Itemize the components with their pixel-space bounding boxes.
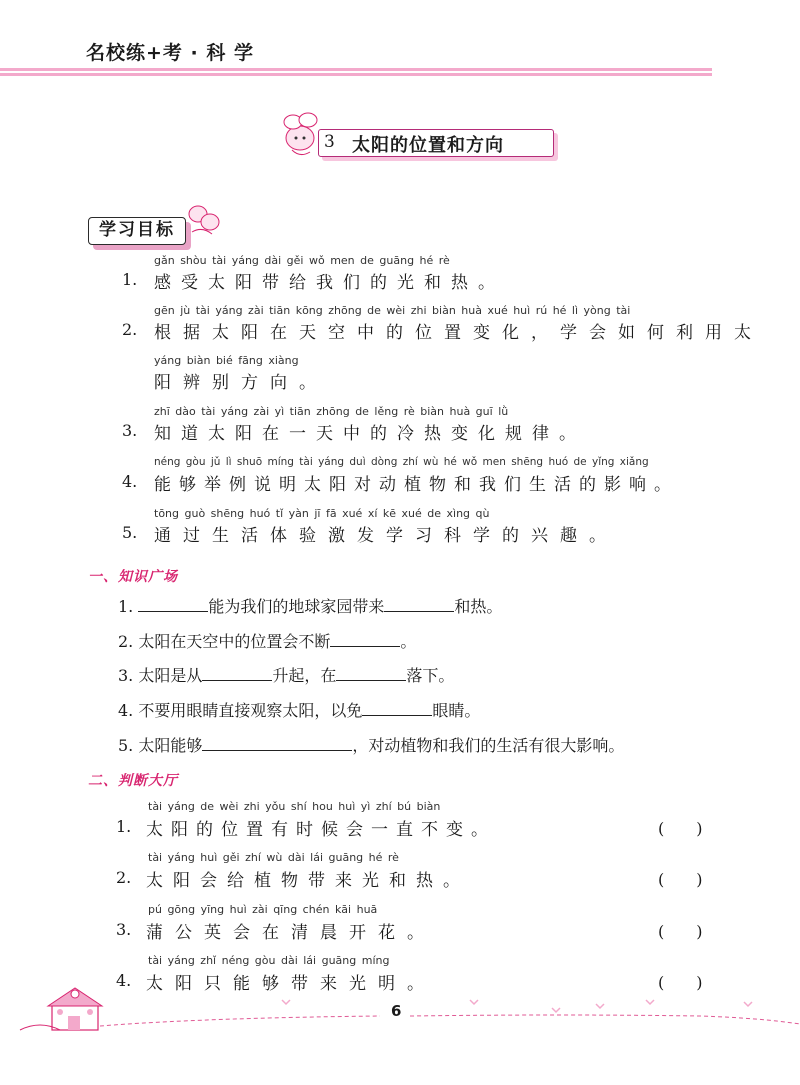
- judge-3-number: 3.: [116, 920, 132, 939]
- fill-blank-2[interactable]: [330, 630, 400, 647]
- fill-item-4: [118, 698, 480, 721]
- fill-item-5-text-b: ，对动植物和我们的生活有很大影响。: [352, 736, 625, 755]
- fill-item-3: [118, 663, 454, 686]
- fill-item-2-text-a: 太阳在天空中的位置会不断: [138, 632, 331, 651]
- judge-1-pinyin: tài yáng de wèi zhi yǒu shí hou huì yì zhí bú biàn: [148, 800, 441, 813]
- fill-item-2: [118, 629, 416, 652]
- fill-item-1-text-b: 和热。: [454, 597, 503, 616]
- judge-2-number: 2.: [116, 868, 132, 887]
- judge-2-text: 太阳会给植物带来光和热。: [146, 871, 470, 891]
- goal-2-pinyin: gēn jù tài yáng zài tiān kōng zhōng de wèi zhi biàn huà xué huì rú hé lì yòng tài: [154, 304, 631, 317]
- judge-4-pinyin: tài yáng zhǐ néng gòu dài lái guāng míng: [148, 954, 390, 967]
- lesson-title: 太阳的位置和方向: [352, 135, 504, 156]
- fill-item-1-text-a: 能为我们的地球家园带来: [208, 597, 385, 616]
- fill-blank-5[interactable]: [202, 734, 352, 751]
- fill-item-2-number: 2.: [118, 632, 134, 651]
- goal-2b-text: 阳辨别方向。: [154, 373, 328, 393]
- fill-item-5-text-a: 太阳能够: [138, 736, 203, 755]
- page-number: 6: [391, 1002, 402, 1020]
- goal-4-pinyin: néng gòu jǔ lì shuō míng tài yáng duì dòng zhí wù hé wǒ men shēng huó de yǐng xiǎng: [154, 456, 649, 468]
- goal-4-number: 4.: [122, 472, 138, 491]
- fill-item-4-text-a: 不要用眼睛直接观察太阳，以免: [138, 701, 363, 720]
- fill-item-4-number: 4.: [118, 701, 134, 720]
- judge-1-answer[interactable]: ( ): [658, 819, 703, 838]
- judge-4-answer[interactable]: ( ): [658, 973, 703, 992]
- butterfly-decoration-icon: [186, 200, 222, 240]
- judge-1-number: 1.: [116, 817, 132, 836]
- judge-1-text: 太阳的位置有时候会一直不变。: [146, 820, 496, 840]
- goal-3-pinyin: zhī dào tài yáng zài yì tiān zhōng de lěng rè biàn huà guī lǜ: [154, 405, 509, 418]
- goal-5-number: 5.: [122, 523, 138, 542]
- fill-item-3-text-a: 太阳是从: [138, 666, 203, 685]
- judge-2-pinyin: tài yáng huì gěi zhí wù dài lái guāng hé rè: [148, 851, 399, 864]
- goal-3-number: 3.: [122, 421, 138, 440]
- goal-3-text: 知道太阳在一天中的冷热变化规律。: [154, 424, 586, 444]
- house-icon: [48, 988, 102, 1030]
- fill-item-3-number: 3.: [118, 666, 134, 685]
- fill-item-3-text-b: 升起，在: [272, 666, 337, 685]
- goal-4-text: 能够举例说明太阳对动植物和我们生活的影响。: [154, 475, 679, 495]
- goal-1-number: 1.: [122, 270, 138, 289]
- fill-blank-1b[interactable]: [384, 595, 454, 612]
- goal-5-text: 通过生活体验激发学习科学的兴趣。: [154, 526, 618, 546]
- judge-4-text: 太阳只能够带来光明。: [146, 974, 436, 994]
- fill-item-5: [118, 733, 624, 756]
- goal-2b-pinyin: yáng biàn bié fāng xiàng: [154, 354, 299, 367]
- fill-item-1-number: 1.: [118, 597, 134, 616]
- judge-3-answer[interactable]: ( ): [658, 922, 703, 941]
- section-judgement-heading: 二、判断大厅: [88, 773, 178, 789]
- judge-4-number: 4.: [116, 971, 132, 990]
- fill-blank-1a[interactable]: [138, 595, 208, 612]
- goal-1-text: 感受太阳带给我们的光和热。: [154, 273, 505, 293]
- fill-item-2-text-b: 。: [400, 632, 417, 651]
- goal-1-pinyin: gǎn shòu tài yáng dài gěi wǒ men de guāng hé rè: [154, 254, 450, 267]
- goal-5-pinyin: tōng guò shēng huó tǐ yàn jī fā xué xí kē xué de xìng qù: [154, 507, 490, 520]
- judge-3-pinyin: pú gōng yīng huì zài qīng chén kāi huā: [148, 903, 378, 916]
- fill-item-3-text-c: 落下。: [406, 666, 455, 685]
- fill-blank-3a[interactable]: [202, 664, 272, 681]
- goal-2-text: 根据太阳在天空中的位置变化，学会如何利用太: [154, 323, 763, 343]
- fill-blank-3b[interactable]: [336, 664, 406, 681]
- fill-item-1: [118, 594, 502, 617]
- goal-2-number: 2.: [122, 320, 138, 339]
- fill-item-5-number: 5.: [118, 736, 134, 755]
- header-stripe: [0, 68, 712, 78]
- section-knowledge-heading: 一、知识广场: [88, 569, 178, 585]
- judge-2-answer[interactable]: ( ): [658, 870, 703, 889]
- lesson-number: 3: [324, 132, 335, 152]
- judge-3-text: 蒲公英会在清晨开花。: [146, 923, 436, 943]
- book-title: 名校练+考 · 科 学: [86, 42, 254, 64]
- fill-item-4-text-b: 眼睛。: [432, 701, 481, 720]
- goals-label: 学习目标: [88, 217, 186, 245]
- fill-blank-4[interactable]: [362, 699, 432, 716]
